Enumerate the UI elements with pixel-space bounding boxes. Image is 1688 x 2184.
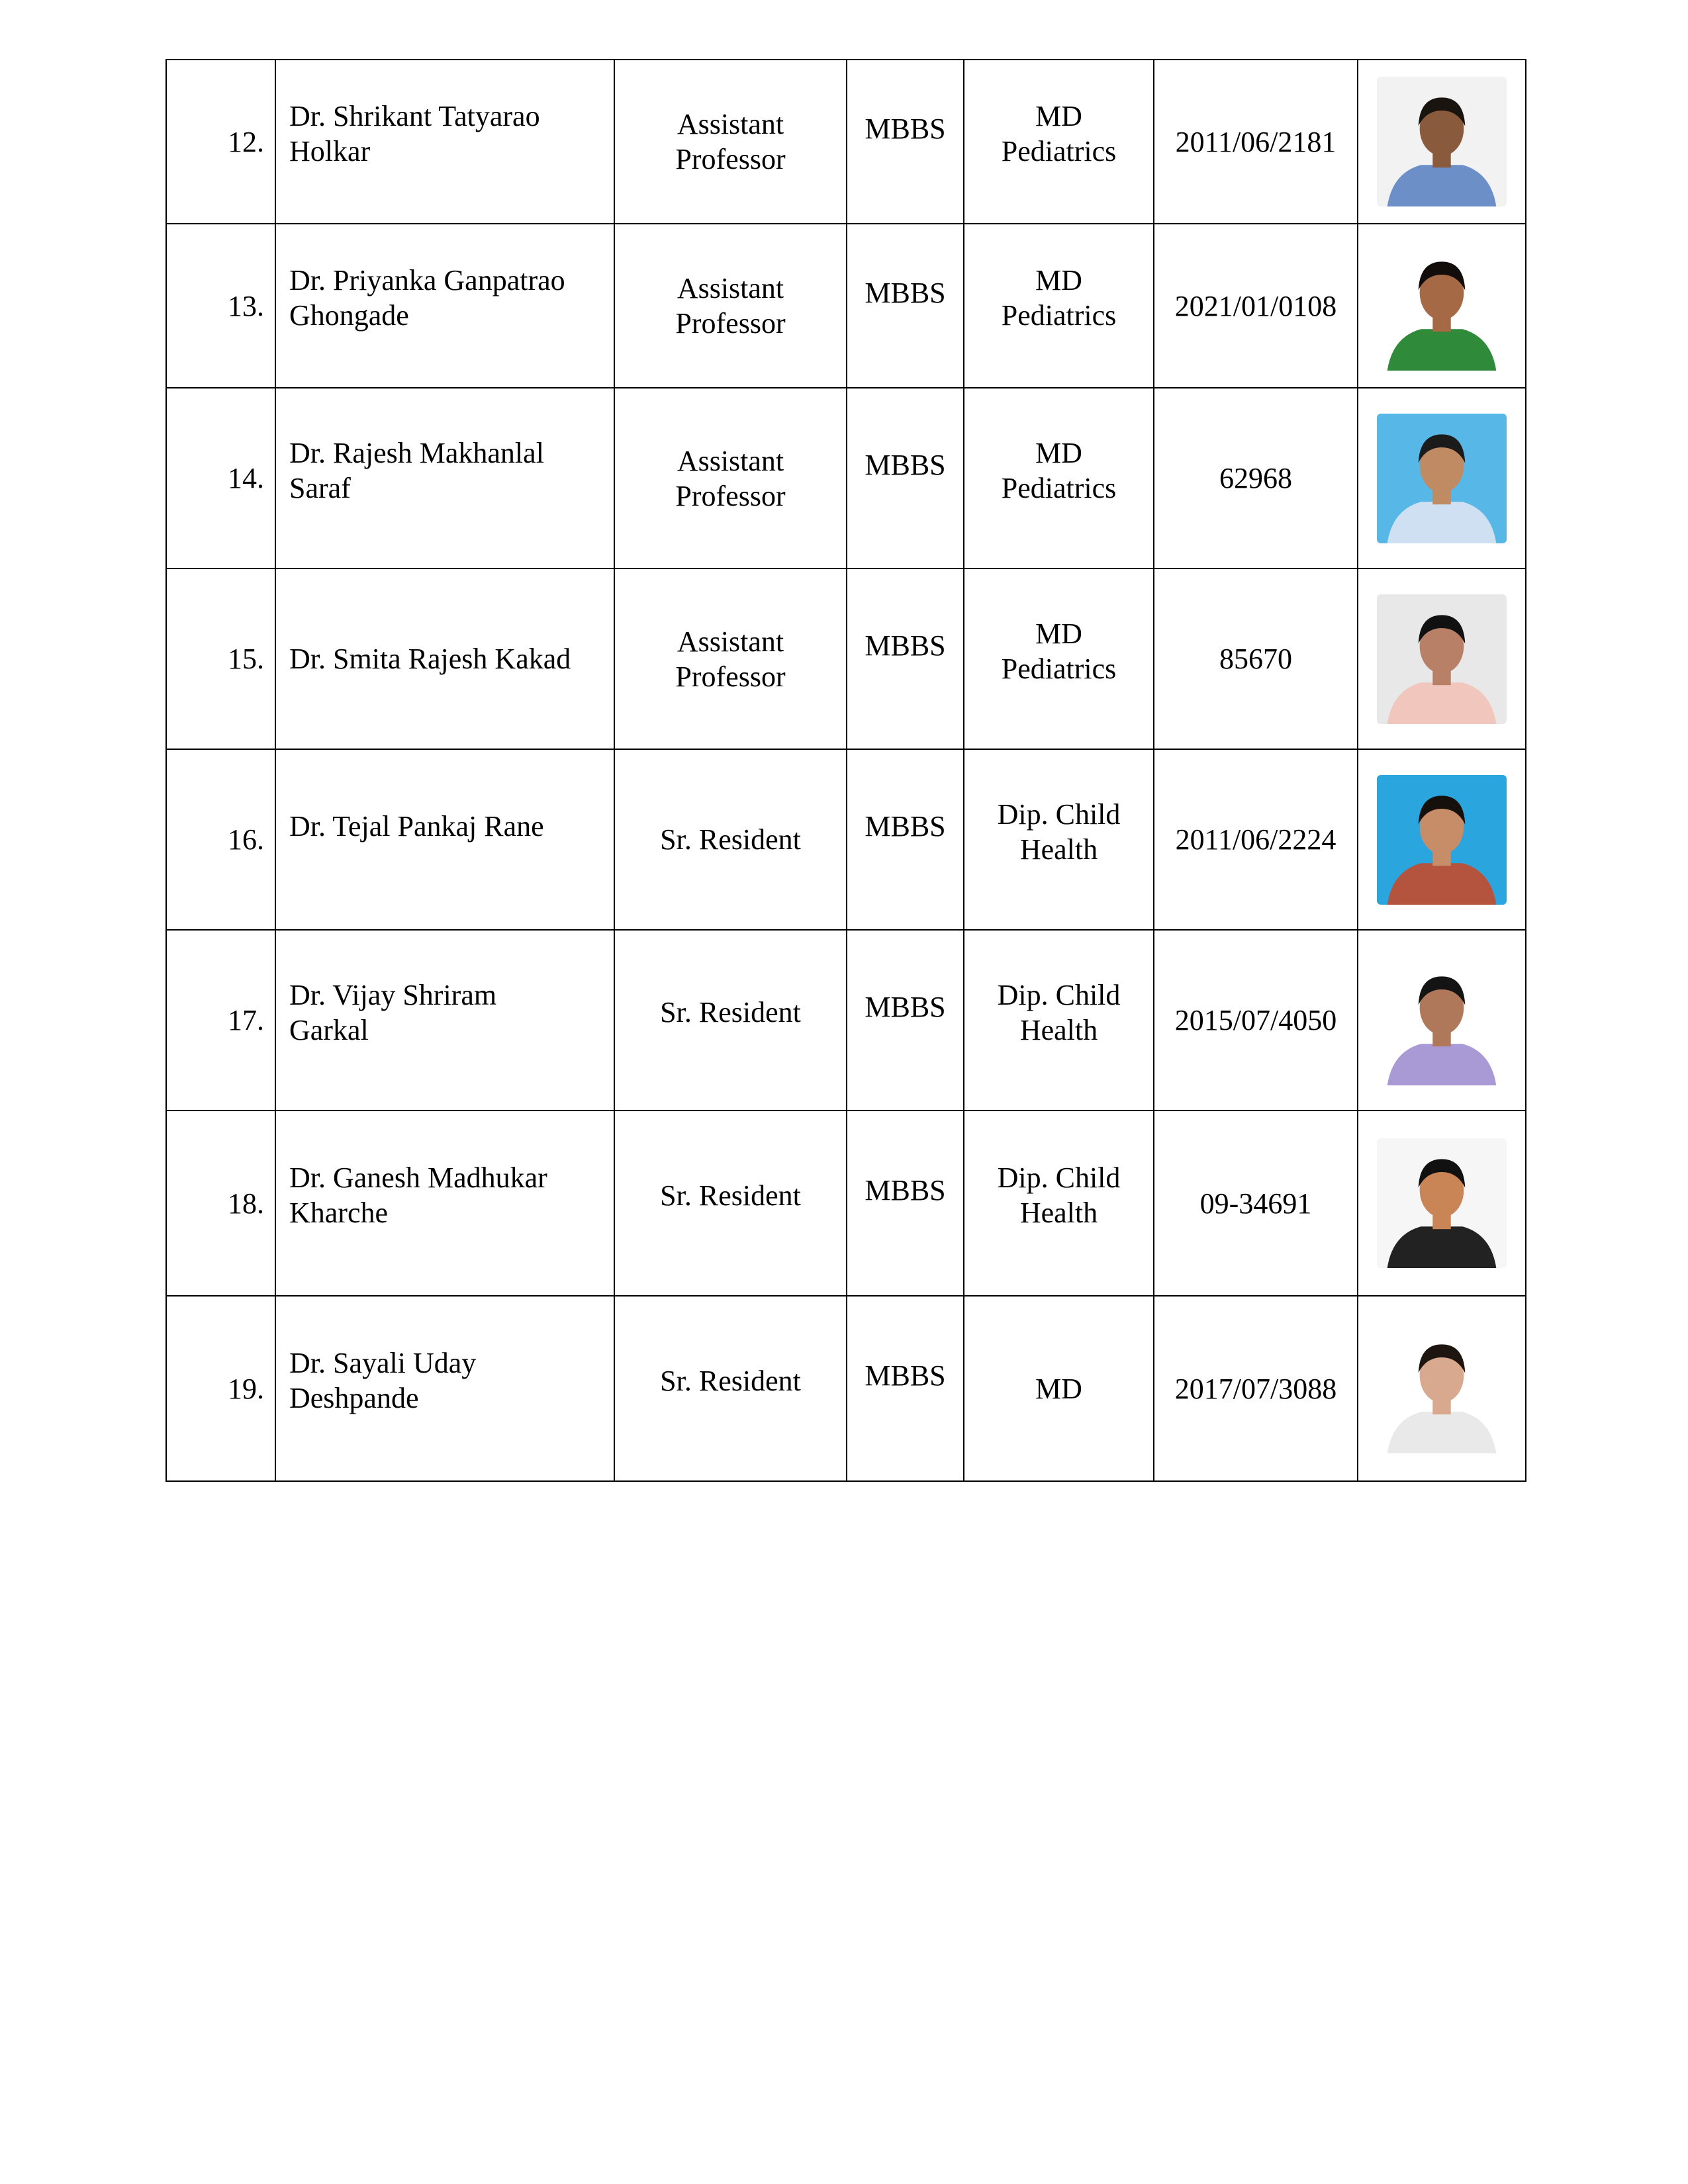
ug-qualification-text: MBBS — [865, 1173, 946, 1206]
staff-name — [275, 569, 614, 749]
staff-name-line: Kharche — [289, 1197, 389, 1229]
table-row — [166, 1296, 1526, 1481]
designation-line: Professor — [675, 307, 786, 340]
registration-number: 2017/07/3088 — [1154, 1296, 1358, 1481]
pg-qualification-line: Health — [1019, 1013, 1098, 1046]
staff-name-line: Garkal — [289, 1013, 369, 1046]
table-row — [166, 1111, 1526, 1296]
designation-line: Assistant — [677, 272, 784, 304]
ug-qualification — [847, 930, 964, 1111]
registration-number: 09-34691 — [1154, 1111, 1358, 1296]
faculty-table — [165, 59, 1526, 1482]
registration-number: 62968 — [1154, 388, 1358, 569]
registration-number: 85670 — [1154, 569, 1358, 749]
ug-qualification — [847, 60, 964, 224]
pg-qualification-line: Health — [1019, 1197, 1098, 1229]
designation — [614, 569, 847, 749]
staff-name-line: Dr. Vijay Shriram — [289, 978, 497, 1011]
ug-qualification — [847, 569, 964, 749]
pg-qualification-line: MD — [1035, 264, 1082, 296]
staff-name-line: Dr. Smita Rajesh Kakad — [289, 643, 571, 675]
pg-qualification-line: Pediatrics — [1001, 299, 1117, 332]
designation-line: Assistant — [677, 625, 784, 658]
ug-qualification-text: MBBS — [865, 991, 946, 1023]
staff-name-line: Ghongade — [289, 299, 409, 332]
photo-cell — [1358, 60, 1526, 224]
staff-name-line: Saraf — [289, 471, 351, 504]
staff-name-line: Dr. Tejal Pankaj Rane — [289, 810, 544, 842]
ug-qualification-text: MBBS — [865, 629, 946, 662]
designation-line: Professor — [675, 143, 786, 175]
registration-number: 2011/06/2181 — [1154, 60, 1358, 224]
designation — [614, 749, 847, 930]
table-row — [166, 60, 1526, 224]
designation-line: Sr. Resident — [660, 823, 801, 856]
staff-name — [275, 224, 614, 388]
pg-qualification — [964, 60, 1154, 224]
ug-qualification — [847, 1111, 964, 1296]
designation — [614, 60, 847, 224]
table-row — [166, 388, 1526, 569]
serial-number: 19. — [166, 1296, 275, 1481]
pg-qualification — [964, 569, 1154, 749]
pg-qualification-line: Dip. Child — [997, 797, 1121, 831]
pg-qualification-line: Dip. Child — [997, 978, 1121, 1011]
serial-number: 13. — [166, 224, 275, 388]
pg-qualification — [964, 1111, 1154, 1296]
serial-number: 18. — [166, 1111, 275, 1296]
ug-qualification-text: MBBS — [865, 1359, 946, 1392]
pg-qualification — [964, 388, 1154, 569]
designation-line: Assistant — [677, 444, 784, 477]
designation — [614, 1296, 847, 1481]
pg-qualification-line: Pediatrics — [1001, 471, 1117, 504]
registration-number: 2021/01/0108 — [1154, 224, 1358, 388]
photo-cell — [1358, 224, 1526, 388]
pg-qualification-line: MD — [1035, 617, 1082, 650]
pg-qualification — [964, 930, 1154, 1111]
staff-name-line: Dr. Rajesh Makhanlal — [289, 436, 544, 469]
table-row — [166, 749, 1526, 930]
staff-name-line: Dr. Sayali Uday — [289, 1347, 477, 1379]
staff-photo — [1377, 1138, 1507, 1268]
ug-qualification-text: MBBS — [865, 449, 946, 481]
staff-photo — [1377, 1324, 1507, 1453]
designation-line: Professor — [675, 660, 786, 693]
registration-number: 2011/06/2224 — [1154, 749, 1358, 930]
pg-qualification-line: MD — [1035, 100, 1082, 132]
staff-photo — [1377, 956, 1507, 1085]
photo-cell — [1358, 1296, 1526, 1481]
staff-name-line: Holkar — [289, 135, 371, 167]
serial-number: 15. — [166, 569, 275, 749]
staff-photo — [1377, 77, 1507, 206]
registration-number: 2015/07/4050 — [1154, 930, 1358, 1111]
pg-qualification-line: MD — [1035, 436, 1082, 469]
staff-photo — [1377, 241, 1507, 371]
designation-line: Sr. Resident — [660, 1179, 801, 1212]
photo-cell — [1358, 1111, 1526, 1296]
staff-photo — [1377, 414, 1507, 543]
serial-number: 12. — [166, 60, 275, 224]
pg-qualification-line: MD — [1035, 1372, 1082, 1405]
photo-cell — [1358, 930, 1526, 1111]
designation-line: Sr. Resident — [660, 1364, 801, 1397]
table-row — [166, 930, 1526, 1111]
table-row — [166, 224, 1526, 388]
staff-name — [275, 930, 614, 1111]
faculty-table-body — [166, 60, 1526, 1481]
pg-qualification — [964, 749, 1154, 930]
table-row — [166, 569, 1526, 749]
pg-qualification-line: Dip. Child — [997, 1161, 1121, 1194]
pg-qualification-line: Pediatrics — [1001, 652, 1117, 685]
designation — [614, 930, 847, 1111]
staff-name — [275, 749, 614, 930]
pg-qualification-line: Pediatrics — [1001, 135, 1117, 167]
designation-line: Assistant — [677, 108, 784, 140]
pg-qualification — [964, 224, 1154, 388]
pg-qualification-line: Health — [1019, 833, 1098, 866]
designation — [614, 388, 847, 569]
staff-name — [275, 1296, 614, 1481]
staff-name — [275, 388, 614, 569]
ug-qualification — [847, 388, 964, 569]
ug-qualification-text: MBBS — [865, 810, 946, 842]
staff-name — [275, 60, 614, 224]
ug-qualification — [847, 749, 964, 930]
pg-qualification — [964, 1296, 1154, 1481]
designation-line: Professor — [675, 479, 786, 512]
serial-number: 14. — [166, 388, 275, 569]
staff-photo — [1377, 594, 1507, 724]
ug-qualification-text: MBBS — [865, 276, 946, 309]
staff-name-line: Dr. Ganesh Madhukar — [289, 1161, 547, 1194]
serial-number: 16. — [166, 749, 275, 930]
ug-qualification — [847, 1296, 964, 1481]
designation-line: Sr. Resident — [660, 996, 801, 1028]
ug-qualification — [847, 224, 964, 388]
designation — [614, 224, 847, 388]
staff-photo — [1377, 775, 1507, 905]
photo-cell — [1358, 388, 1526, 569]
staff-name — [275, 1111, 614, 1296]
serial-number: 17. — [166, 930, 275, 1111]
staff-name-line: Dr. Shrikant Tatyarao — [289, 100, 540, 132]
staff-name-line: Dr. Priyanka Ganpatrao — [289, 264, 565, 296]
designation — [614, 1111, 847, 1296]
staff-name-line: Deshpande — [289, 1382, 419, 1414]
photo-cell — [1358, 749, 1526, 930]
ug-qualification-text: MBBS — [865, 112, 946, 145]
photo-cell — [1358, 569, 1526, 749]
